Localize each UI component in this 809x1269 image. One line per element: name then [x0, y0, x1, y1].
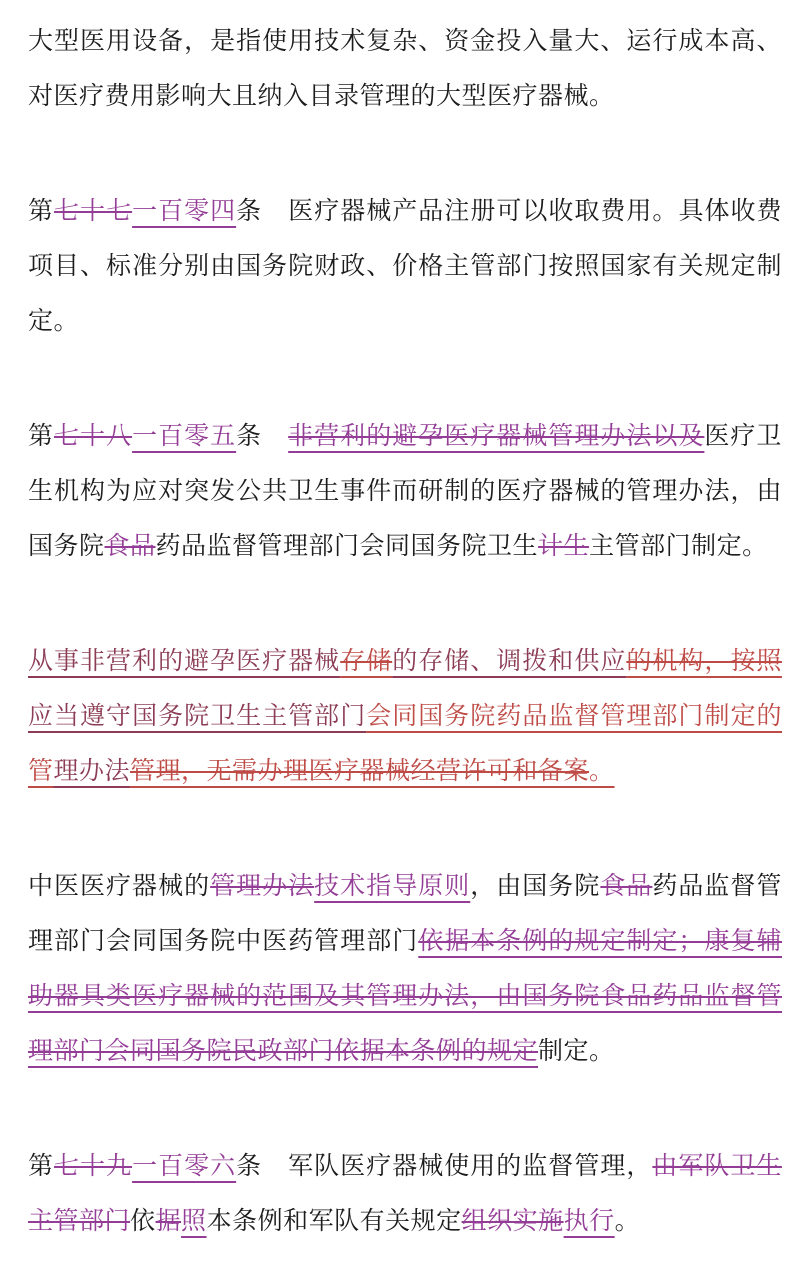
text-run-underline: 一百零六 — [132, 1153, 237, 1180]
text-run-strike: 食品 — [600, 873, 653, 900]
para-inserted-contraceptive-supply — [28, 634, 782, 799]
text-run-normal: 中医医疗器械的 — [28, 873, 211, 900]
text-run-normal: 本条例和军队有关规定 — [206, 1208, 462, 1235]
text-run-normal: 条 医疗器械产品注册可以收取费用。具体收费项目、标准分别由国务院财政、价格主管部门按照国家有关规定制定。 — [28, 198, 782, 335]
text-run-strike: 组织实施 — [461, 1208, 564, 1235]
para-definition-large-equipment — [28, 14, 782, 124]
text-run-underline: 执行 — [563, 1208, 615, 1235]
para-tcm-devices — [28, 859, 782, 1079]
text-run-underline: 会同国务院药品监督管理部门制定的管 — [28, 703, 782, 785]
text-run-normal: 主管部门制定。 — [589, 533, 768, 560]
text-run-normal: 依 — [130, 1208, 156, 1235]
text-run-normal: 第 — [28, 423, 55, 450]
text-run-normal: 大型医用设备，是指使用技术复杂、资金投入量大、运行成本高、对医疗费用影响大且纳入目录管理的大型医疗器械。 — [28, 28, 782, 110]
para-article-106-military — [28, 1139, 782, 1249]
text-run-underline: 理办法 — [53, 758, 131, 785]
text-run-strike: 由军队卫生主管部门 — [28, 1153, 782, 1235]
text-run-normal: 药品监督管理部门会同国务院中医药管理部门 — [28, 873, 782, 955]
text-run-strike: 计生 — [538, 533, 590, 560]
text-run-underline: 一百零五 — [132, 423, 237, 450]
text-run-strike-underline: 按照 — [730, 648, 782, 675]
text-run-normal: 医疗卫生机构为应对突发公共卫生事件而研制的医疗器械的管理办法，由国务院 — [28, 423, 782, 560]
text-run-strike: 七十九 — [54, 1153, 133, 1180]
text-run-underline: 。 — [589, 758, 615, 785]
text-run-strike-underline: 存储 — [340, 648, 393, 675]
text-run-strike: 七十八 — [54, 423, 133, 450]
para-article-104-fees — [28, 184, 782, 349]
text-run-underline: 应当遵守国务院卫生主管部门 — [28, 703, 367, 730]
text-run-underline: 技术指导原则 — [314, 873, 471, 900]
para-article-105-contraceptive-devices — [28, 409, 782, 574]
text-run-normal: 制定。 — [538, 1038, 615, 1065]
text-run-normal: 药品监督管理部门会同国务院卫生 — [155, 533, 539, 560]
text-run-strike: 食品 — [104, 533, 156, 560]
text-run-normal: ，由国务院 — [470, 873, 601, 900]
text-run-strike-underline: 的机构， — [626, 648, 731, 675]
text-run-normal: 第 — [28, 1153, 55, 1180]
text-run-strike: 据 — [155, 1208, 182, 1235]
text-run-normal: 。 — [614, 1208, 641, 1235]
text-run-normal: 第 — [28, 198, 55, 225]
text-run-underline: 照 — [181, 1208, 207, 1235]
text-run-strike-underline: 依据本条例的规定制定；康复辅助器具类医疗器械的范围及其管理办法，由国务院食品药品监督管理部门会同国务院民政部门依据本条例的规定 — [28, 928, 782, 1065]
text-run-strike-underline: 管理，无需办理医疗器械经营许可和备案 — [130, 758, 590, 785]
text-run-normal: 条 军队医疗器械使用的监督管理， — [236, 1153, 653, 1180]
text-run-normal: 条 — [236, 423, 289, 450]
text-run-underline: 从事非营利的避孕医疗器械 — [28, 648, 341, 675]
text-run-underline: 的存储、调拨和供应 — [392, 648, 627, 675]
text-run-strike: 七十七 — [54, 198, 133, 225]
text-run-strike: 管理办法 — [210, 873, 315, 900]
text-run-underline: 一百零四 — [132, 198, 237, 225]
text-run-strike-underline: 非营利的避孕医疗器械管理办法以及 — [288, 423, 705, 450]
